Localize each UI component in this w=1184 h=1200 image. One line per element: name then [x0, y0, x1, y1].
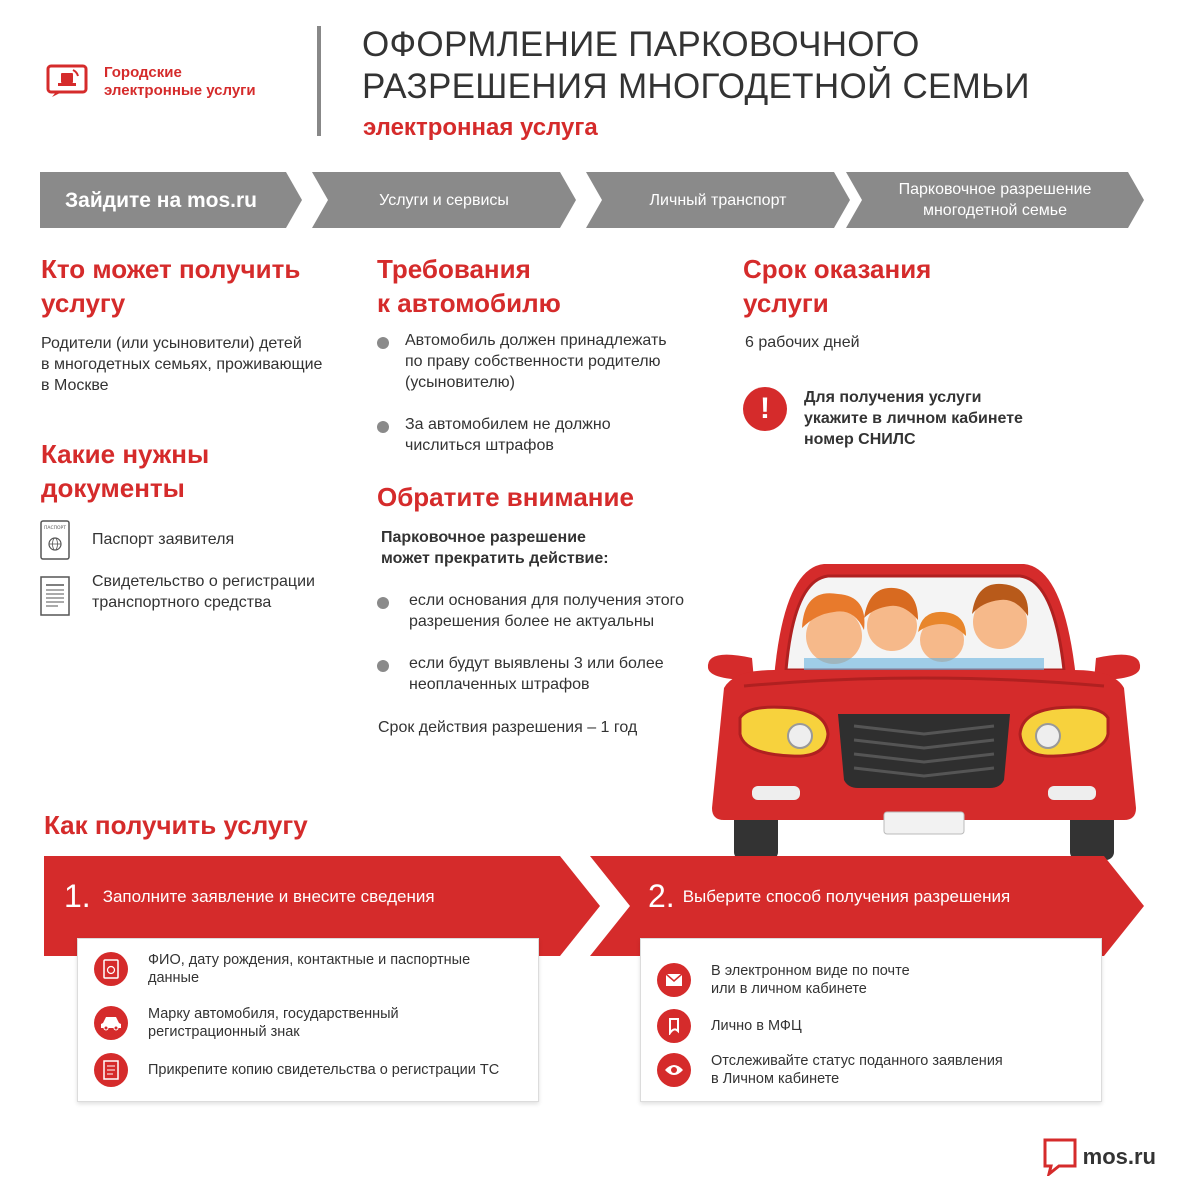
who-text	[41, 333, 361, 396]
step-2-item-line-1: Отслеживайте статус поданного заявления	[711, 1053, 1003, 1069]
breadcrumb-label-line-2: многодетной семье	[922, 202, 1068, 219]
document-item-certificate-line-1: Свидетельство о регистрации	[92, 573, 315, 590]
breadcrumb-label	[899, 179, 1092, 221]
step-2-item	[657, 1052, 1003, 1088]
who-text-line-3: в Москве	[41, 377, 109, 394]
bullet-dot	[377, 421, 389, 433]
family-car-illustration	[704, 558, 1144, 860]
who-title	[41, 252, 341, 320]
mos-ru-logo-text: mos.ru	[1082, 1144, 1156, 1169]
step-1-item-line-1: ФИО, дату рождения, контактные и паспортные	[148, 952, 471, 968]
who-title-line-2: услугу	[41, 288, 126, 318]
passport-icon	[40, 520, 70, 565]
who-title-line-1: Кто может получить	[41, 254, 301, 284]
mfc-icon	[657, 1009, 691, 1043]
term-value: 6 рабочих дней	[745, 334, 860, 351]
step-1-item-line-1: Марку автомобиля, государственный	[148, 1006, 399, 1022]
who-text-line-2: в многодетных семьях, проживающие	[41, 356, 323, 373]
logo-line-1: Городские	[104, 64, 182, 81]
step-1-item-line-2: регистрационный знак	[148, 1024, 300, 1040]
step-1-item	[94, 951, 470, 987]
snils-notice-line-1: Для получения услуги	[804, 389, 982, 406]
requirements-title	[377, 252, 697, 320]
attention-intro-line-2: может прекратить действие:	[381, 550, 609, 567]
breadcrumb-label-line-1: Парковочное разрешение	[898, 181, 1092, 198]
step-2-item-line-1: Лично в МФЦ	[711, 1018, 802, 1034]
snils-notice	[804, 387, 1134, 450]
page-title-line-2: РАЗРЕШЕНИЯ МНОГОДЕТНОЙ СЕМЬИ	[362, 67, 1030, 106]
how-title: Как получить услугу	[44, 810, 308, 840]
breadcrumb-label: Зайдите на mos.ru	[65, 188, 257, 212]
step-2-item	[657, 962, 910, 998]
page-subtitle: электронная услуга	[363, 114, 598, 141]
passport-icon-label: ПАСПОРТ	[44, 526, 66, 531]
step-2-card	[640, 938, 1102, 1102]
documents-title	[41, 437, 341, 505]
bullet-dot	[377, 337, 389, 349]
requirement-item-line-1: Автомобиль должен принадлежать	[405, 332, 667, 349]
attention-item-line-2: неоплаченных штрафов	[409, 676, 590, 693]
breadcrumb-item-mos-ru[interactable]	[40, 172, 302, 228]
snils-notice-line-2: укажите в личном кабинете	[804, 410, 1023, 427]
document-item-certificate	[92, 571, 372, 613]
requirement-item-line-1: За автомобилем не должно	[405, 416, 611, 433]
breadcrumb-item-parking-permit[interactable]	[846, 172, 1144, 228]
envelope-icon	[657, 963, 691, 997]
breadcrumb-label: Личный транспорт	[649, 191, 787, 209]
term-title-line-1: Срок оказания	[743, 254, 932, 284]
requirement-item-line-2: числиться штрафов	[405, 437, 554, 454]
step-2-item-line-2: или в личном кабинете	[711, 981, 867, 997]
step-2-label: Выберите способ получения разрешения	[682, 886, 1011, 906]
attention-intro	[381, 527, 701, 569]
who-text-line-1: Родители (или усыновители) детей	[41, 335, 302, 352]
logo-line-2: электронные услуги	[104, 82, 256, 99]
requirement-item	[377, 330, 707, 393]
mos-ru-logo[interactable]	[1043, 1138, 1156, 1176]
step-1-item-line-2: данные	[148, 970, 200, 986]
attention-intro-line-1: Парковочное разрешение	[381, 529, 586, 546]
requirement-item-line-2: по праву собственности родителю	[405, 353, 661, 370]
step-2-number: 2.	[648, 878, 675, 914]
logo-text	[104, 64, 304, 100]
requirement-item	[377, 414, 707, 456]
requirements-title-line-2: к автомобилю	[377, 288, 561, 318]
step-1-item-line-1: Прикрепите копию свидетельства о регистрации ТС	[148, 1062, 500, 1078]
step-2-item	[657, 1009, 802, 1043]
requirements-title-line-1: Требования	[377, 254, 531, 284]
alert-icon: !	[743, 387, 787, 431]
step-2-item-line-2: в Личном кабинете	[711, 1071, 840, 1087]
documents-title-line-1: Какие нужны	[41, 439, 210, 469]
document-item-certificate-line-2: транспортного средства	[92, 594, 272, 611]
breadcrumb-label: Услуги и сервисы	[379, 191, 509, 209]
step-1-label: Заполните заявление и внесите сведения	[102, 886, 435, 906]
step-2-item-line-1: В электронном виде по почте	[711, 963, 910, 979]
breadcrumb-item-transport[interactable]	[586, 172, 850, 228]
header-divider	[317, 26, 321, 136]
logo-icon	[46, 64, 88, 98]
breadcrumb	[40, 172, 1144, 228]
page-title-line-1: ОФОРМЛЕНИЕ ПАРКОВОЧНОГО	[362, 25, 920, 64]
passport-icon	[94, 952, 128, 986]
validity-text: Срок действия разрешения – 1 год	[378, 719, 638, 736]
attention-item-line-1: если основания для получения этого	[409, 592, 685, 609]
step-1-item	[94, 1005, 399, 1041]
attention-item	[377, 590, 722, 632]
eye-icon	[657, 1053, 691, 1087]
term-title	[743, 252, 1063, 320]
requirement-item-line-3: (усыновителю)	[405, 374, 515, 391]
certificate-icon	[40, 576, 70, 621]
step-1-card	[77, 938, 539, 1102]
attention-item-line-2: разрешения более не актуальны	[409, 613, 655, 630]
attention-title: Обратите внимание	[377, 482, 634, 512]
breadcrumb-item-services[interactable]	[312, 172, 576, 228]
bullet-dot	[377, 597, 389, 609]
bullet-dot	[377, 660, 389, 672]
step-1-item	[94, 1053, 499, 1087]
attention-item	[377, 653, 722, 695]
page-title	[362, 24, 1142, 108]
car-icon	[94, 1006, 128, 1040]
mos-ru-logo-icon	[1043, 1138, 1077, 1176]
attention-item-line-1: если будут выявлены 3 или более	[409, 655, 664, 672]
document-icon	[94, 1053, 128, 1087]
snils-notice-line-3: номер СНИЛС	[804, 431, 916, 448]
term-title-line-2: услуги	[743, 288, 829, 318]
document-item-passport: Паспорт заявителя	[92, 531, 235, 548]
documents-title-line-2: документы	[41, 473, 185, 503]
step-1-number: 1.	[64, 878, 91, 914]
